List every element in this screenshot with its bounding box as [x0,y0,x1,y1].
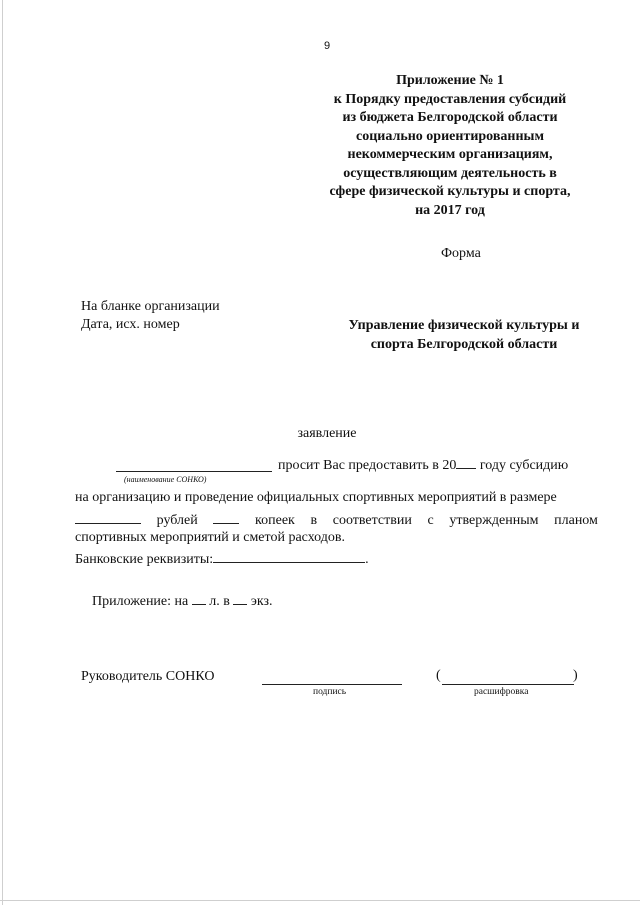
recipient-block [330,316,598,354]
attachment-row [92,592,273,610]
appendix-line: Приложение № 1 [396,73,504,88]
decode-open-paren: ( [436,668,441,683]
letterhead-line: На бланке организации [81,299,220,314]
statement-word: планом [554,513,598,528]
decode-caption: расшифровка [474,687,529,697]
appendix-line: на 2017 год [415,202,485,218]
attachment-text: экз. [250,594,273,609]
statement-line-3 [75,511,598,529]
appendix-line: осуществляющим деятельность в [343,165,557,181]
request-text-main: просит Вас предоставить в 20 [278,458,457,473]
bank-details-field[interactable] [213,550,365,563]
bank-details-label: Банковские реквизиты: [75,552,214,567]
signature-role: Руководитель СОНКО [81,669,215,684]
rubles-field[interactable] [75,511,141,524]
bank-details-period: . [365,552,369,567]
decode-close-paren: ) [573,668,578,683]
recipient-line: спорта Белгородской области [370,337,558,352]
appendix-line: сфере физической культуры и спорта, [329,184,571,199]
statement-line-4: спортивных мероприятий и сметой расходов. [75,530,345,545]
appendix-line: к Порядку предоставления субсидий [333,91,567,107]
attachment-text: л. в [209,594,230,609]
signature-caption: подпись [313,687,347,697]
org-name-field[interactable] [116,471,272,472]
statement-line-2: на организацию и проведение официальных спортивных мероприятий в размере [75,490,557,505]
signature-field[interactable] [262,684,402,685]
recipient-line: Управление физической культуры и [348,318,580,333]
kopecks-label: копеек [255,513,295,528]
appendix-line: социально ориентированным [356,128,544,144]
copies-field[interactable] [233,592,247,605]
letterhead-block [81,298,220,334]
letterhead-line: Дата, исх. номер [81,317,180,332]
org-name-caption: (наименование СОНКО) [124,475,207,484]
attachment-text: Приложение: на [92,594,189,609]
bank-details-row [75,550,369,568]
sheets-field[interactable] [192,592,206,605]
appendix-header [300,72,600,220]
form-label: Форма [441,246,481,261]
statement-word: в [310,513,318,528]
page-number: 9 [323,40,331,52]
appendix-line: некоммерческим организациям, [347,147,553,162]
statement-word: с [427,513,434,528]
kopecks-field[interactable] [213,511,239,524]
scan-bottom-edge [0,900,640,901]
request-text-end: году субсидию [479,458,569,473]
statement-word: утвержденным [449,513,539,528]
scan-left-edge [2,0,3,905]
request-text [278,456,568,474]
appendix-line: из бюджета Белгородской области [342,110,558,125]
statement-word: соответствии [332,513,412,528]
decode-field[interactable] [442,684,574,685]
document-title: заявление [297,426,357,441]
year-field[interactable] [456,456,476,469]
rubles-label: рублей [156,513,198,528]
